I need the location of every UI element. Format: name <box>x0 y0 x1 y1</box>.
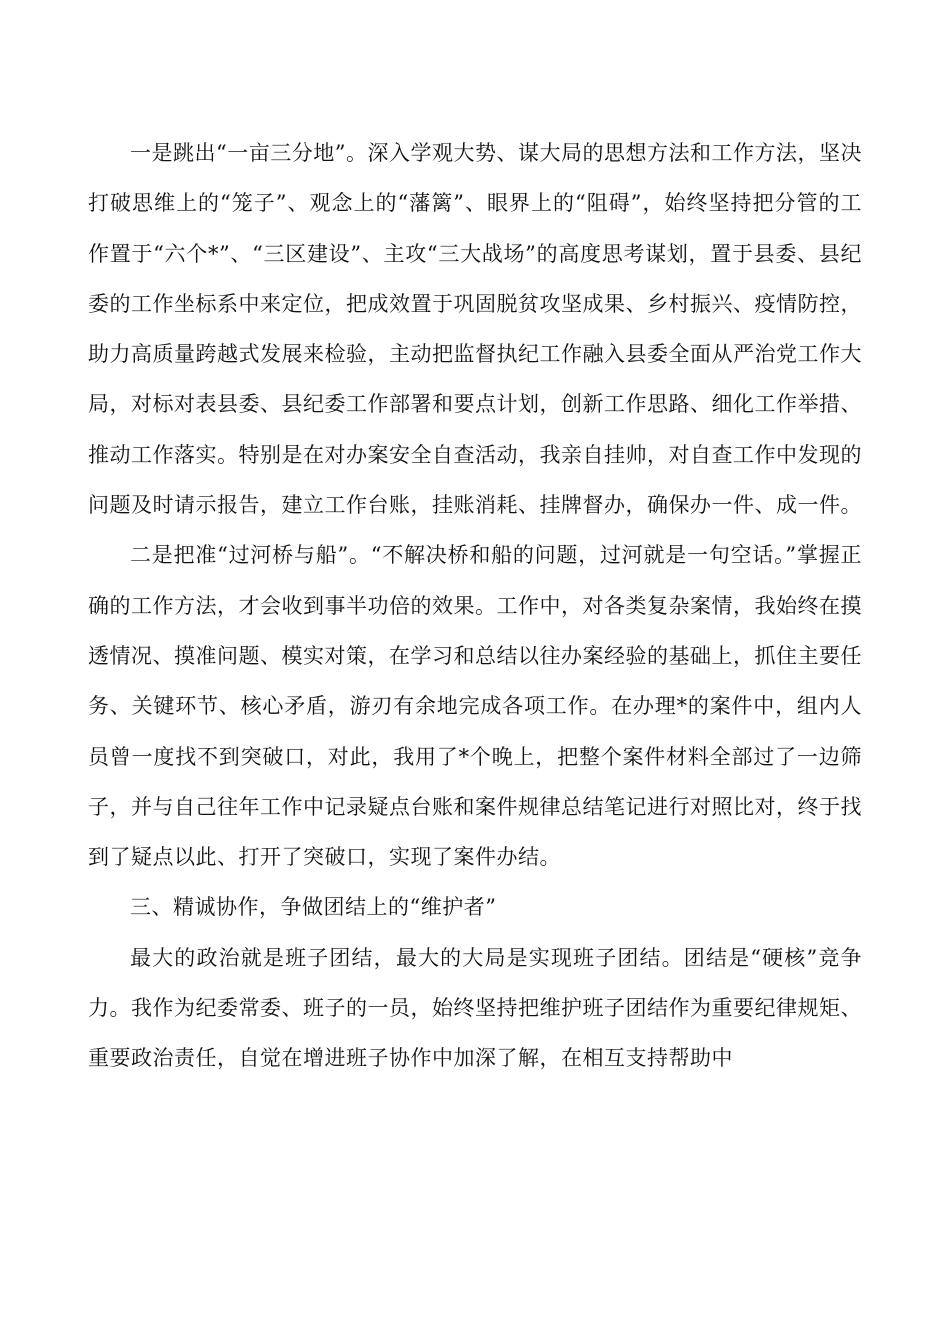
paragraph-jump-out: 一是跳出“一亩三分地”。深入学观大势、谋大局的思想方法和工作方法，坚决打破思维上的“笼子”、观念上的“藩篱”、眼界上的“阻碍”，始终坚持把分管的工作置于“六个*”、“三区建设”、主攻“三大战场”的高度思考谋划，置于县委、县纪委的工作坐标系中来定位，把成效置于巩固脱贫攻坚成果、乡村振兴、疫情防控，助力高质量跨越式发展来检验，主动把监督执纪工作融入县委全面从严治党工作大局，对标对表县委、县纪委工作部署和要点计划，创新工作思路、细化工作举措、推动工作落实。特别是在对办案安全自查活动，我亲自挂帅，对自查工作中发现的问题及时请示报告，建立工作台账，挂账消耗、挂牌督办，确保办一件、成一件。 <box>88 141 862 518</box>
section-heading-cooperation: 三、精诚协作，争做团结上的“维护者” <box>130 895 497 920</box>
document-body <box>88 128 862 1084</box>
paragraph-team-unity: 最大的政治就是班子团结，最大的大局是实现班子团结。团结是“硬核”竞争力。我作为纪委常委、班子的一员，始终坚持把维护班子团结作为重要纪律规矩、重要政治责任，自觉在增进班子协作中加深了解，在相互支持帮助中 <box>88 945 862 1071</box>
paragraph-bridge-and-boat: 二是把准“过河桥与船”。“不解决桥和船的问题，过河就是一句空话。”掌握正确的工作方法，才会收到事半功倍的效果。工作中，对各类复杂案情，我始终在摸透情况、摸准问题、模实对策，在学习和总结以往办案经验的基础上，抓住主要任务、关键环节、核心矛盾，游刃有余地完成各项工作。在办理*的案件中，组内人员曾一度找不到突破口，对此，我用了*个晚上，把整个案件材料全部过了一边筛子，并与自己往年工作中记录疑点台账和案件规律总结笔记进行对照比对，终于找到了疑点以此、打开了突破口，实现了案件办结。 <box>88 543 862 870</box>
